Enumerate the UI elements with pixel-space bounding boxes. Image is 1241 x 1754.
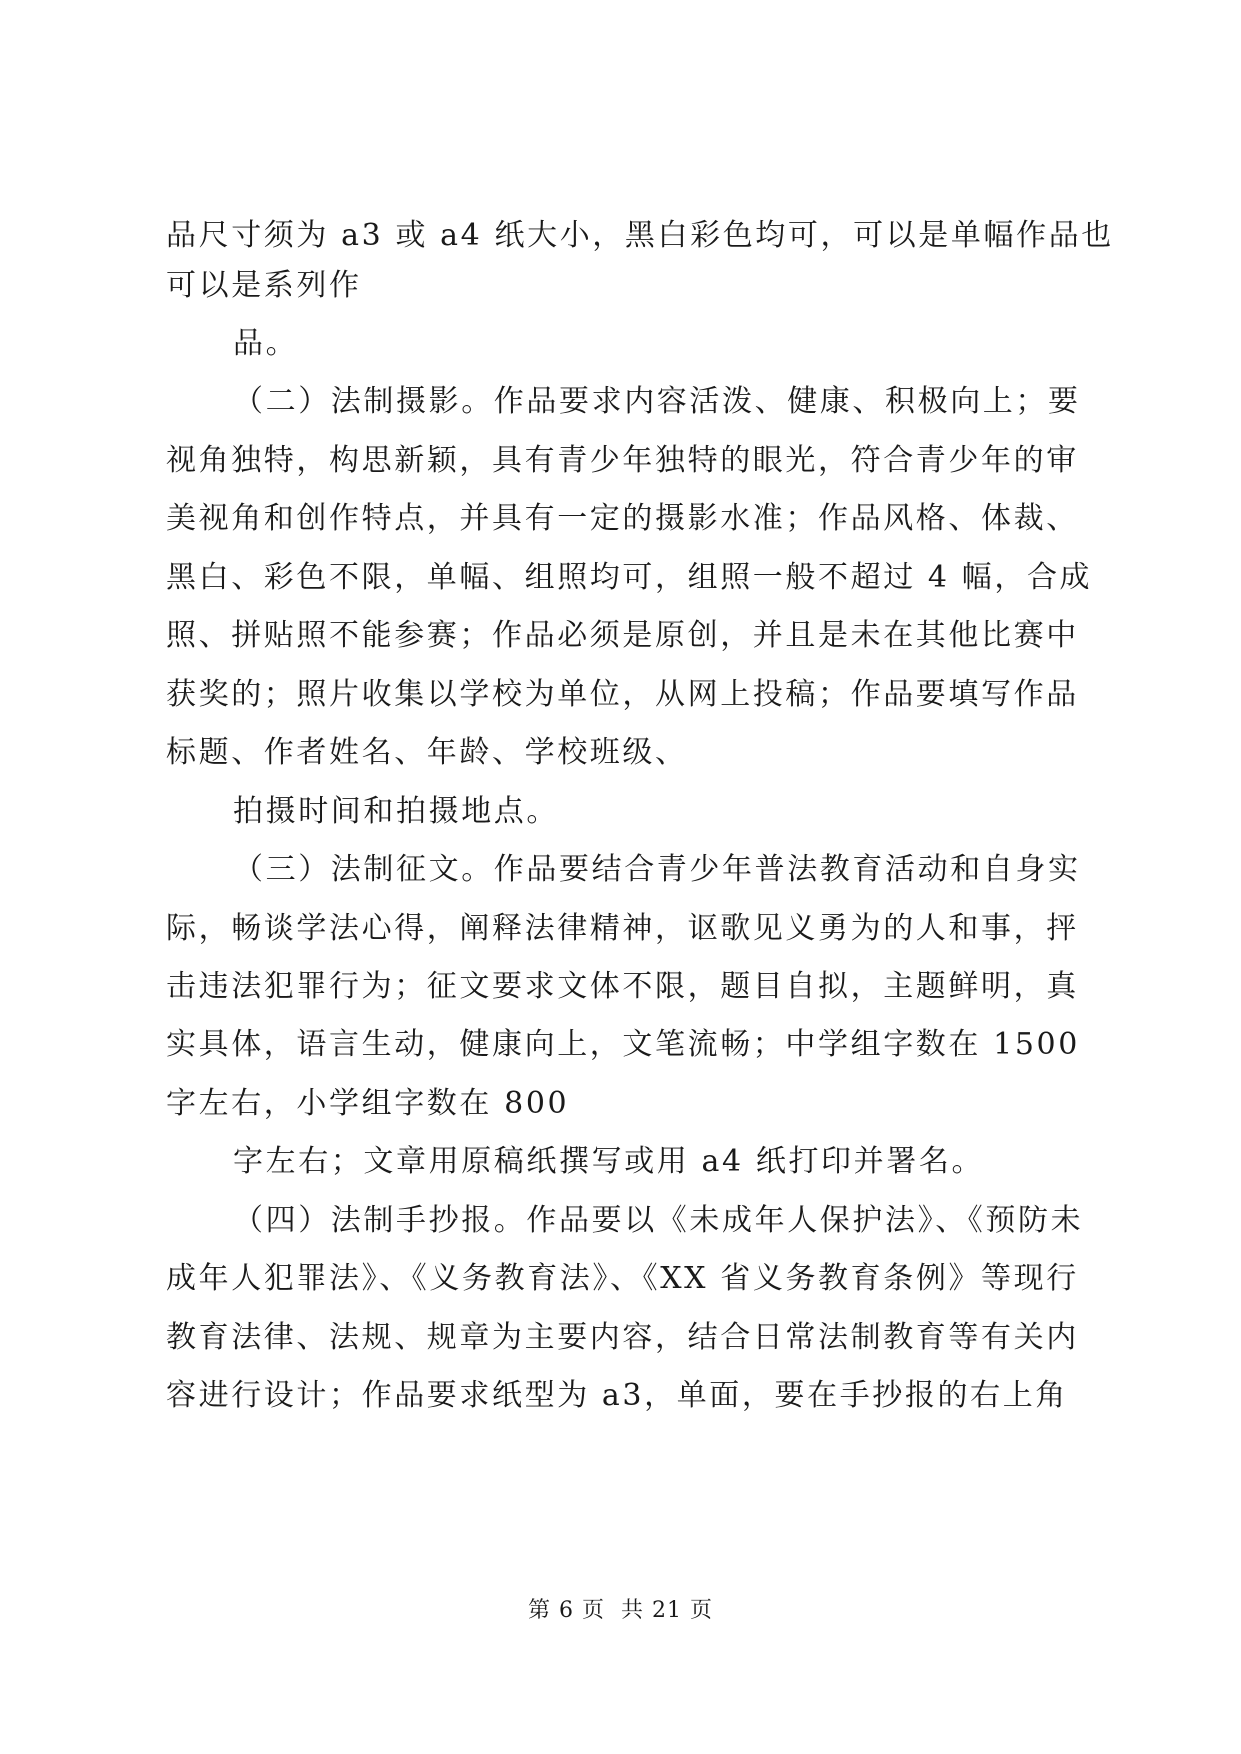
text-line: （二）法制摄影。作品要求内容活泼、健康、积极向上；要 [233,384,1081,419]
text-line: （三）法制征文。作品要结合青少年普法教育活动和自身实 [233,852,1081,887]
text-line: 际，畅谈学法心得，阐释法律精神，讴歌见义勇为的人和事，抨 [166,911,1079,946]
text-line: 字左右，小学组字数在 800 [166,1086,570,1121]
text-line: 获奖的；照片收集以学校为单位，从网上投稿；作品要填写作品 [166,677,1079,712]
text-line: 拍摄时间和拍摄地点。 [233,794,559,829]
text-line: （四）法制手抄报。作品要以《未成年人保护法》、《预防未 [233,1203,1084,1238]
text-line: 黑白、彩色不限，单幅、组照均可，组照一般不超过 4 幅，合成 [166,560,1093,595]
text-line: 美视角和创作特点，并具有一定的摄影水准；作品风格、体裁、 [166,501,1079,536]
text-line: 实具体，语言生动，健康向上，文笔流畅；中学组字数在 1500 [166,1027,1080,1062]
text-line: 击违法犯罪行为；征文要求文体不限，题目自拟，主题鲜明，真 [166,969,1079,1004]
page-number: 第 6 页 [528,1598,605,1623]
text-line: 容进行设计；作品要求纸型为 a3，单面，要在手抄报的右上角 [166,1378,1068,1413]
text-line: 标题、作者姓名、年龄、学校班级、 [166,735,688,770]
text-line: 成年人犯罪法》、《义务教育法》、《XX 省义务教育条例》等现行 [166,1261,1079,1296]
text-line: 品。 [233,326,299,361]
text-line: 视角独特，构思新颖，具有青少年独特的眼光，符合青少年的审 [166,443,1079,478]
text-line: 可以是系列作 [166,268,362,303]
text-line: 字左右；文章用原稿纸撰写或用 a4 纸打印并署名。 [233,1144,985,1179]
page-footer [0,1596,1241,1626]
text-line: 品尺寸须为 a3 或 a4 纸大小，黑白彩色均可，可以是单幅作品也 [166,218,1114,253]
page-total: 共 21 页 [621,1598,713,1623]
text-line: 照、拼贴照不能参赛；作品必须是原创，并且是未在其他比赛中 [166,618,1079,653]
text-line: 教育法律、法规、规章为主要内容，结合日常法制教育等有关内 [166,1320,1079,1355]
